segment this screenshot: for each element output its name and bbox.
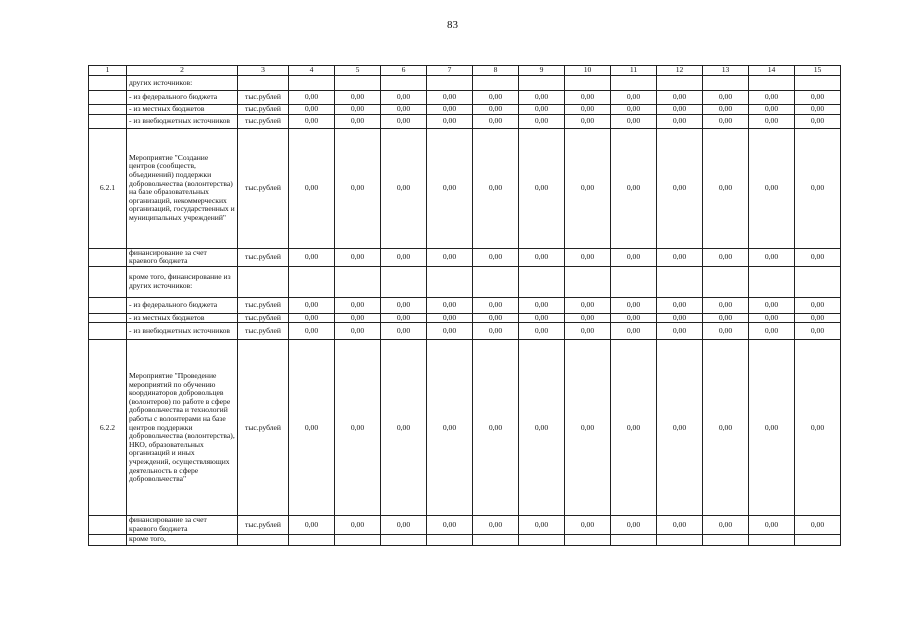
- value-cell: 0,00: [611, 323, 657, 340]
- value-cell: [749, 266, 795, 297]
- value-cell: 0,00: [473, 105, 519, 115]
- value-cell: 0,00: [703, 323, 749, 340]
- header-cell: 8: [473, 66, 519, 76]
- value-cell: [749, 534, 795, 545]
- value-cell: 0,00: [519, 516, 565, 534]
- value-cell: 0,00: [611, 313, 657, 323]
- value-cell: 0,00: [749, 313, 795, 323]
- value-cell: [795, 534, 841, 545]
- value-cell: 0,00: [611, 91, 657, 105]
- header-cell: 15: [795, 66, 841, 76]
- value-cell: 0,00: [289, 323, 335, 340]
- header-cell: 2: [127, 66, 238, 76]
- table-row: [89, 114, 841, 128]
- value-cell: [427, 266, 473, 297]
- row-number: [89, 323, 127, 340]
- value-cell: 0,00: [427, 340, 473, 516]
- table-row: [89, 297, 841, 313]
- row-description: - из федерального бюджета: [127, 91, 238, 105]
- table-row: [89, 313, 841, 323]
- value-cell: [519, 76, 565, 91]
- value-cell: 0,00: [381, 297, 427, 313]
- row-description: - из местных бюджетов: [127, 105, 238, 115]
- row-description: Мероприятие "Создание центров (сообществ, объединений) поддержки добровольчества (волонтерства) на базе образовательных организаций, некоммерческих организаций, государственных и муниципальных учреждений": [127, 128, 238, 248]
- value-cell: [565, 266, 611, 297]
- value-cell: 0,00: [703, 248, 749, 266]
- row-description: - из федерального бюджета: [127, 297, 238, 313]
- row-unit: тыс.рублей: [238, 516, 289, 534]
- value-cell: [289, 534, 335, 545]
- value-cell: [657, 76, 703, 91]
- value-cell: [795, 76, 841, 91]
- header-cell: 6: [381, 66, 427, 76]
- value-cell: [289, 266, 335, 297]
- value-cell: 0,00: [795, 516, 841, 534]
- value-cell: 0,00: [289, 340, 335, 516]
- value-cell: 0,00: [473, 516, 519, 534]
- value-cell: 0,00: [657, 114, 703, 128]
- value-cell: 0,00: [381, 105, 427, 115]
- value-cell: [795, 266, 841, 297]
- value-cell: 0,00: [427, 105, 473, 115]
- row-unit: [238, 76, 289, 91]
- row-unit: тыс.рублей: [238, 114, 289, 128]
- value-cell: [381, 76, 427, 91]
- value-cell: [657, 534, 703, 545]
- value-cell: 0,00: [381, 91, 427, 105]
- row-description: Мероприятие "Проведение мероприятий по обучению координаторов добровольцев (волонтеров) по работе в сфере добровольчества и технологий работы с волонтерами на базе центров поддержки добровольчества (волонтерства), НКО, образовательных организаций и иных учреждений, осуществляющих деятельность в сфере добровольчества": [127, 340, 238, 516]
- value-cell: 0,00: [657, 313, 703, 323]
- row-description: финансирование за счет краевого бюджета: [127, 248, 238, 266]
- value-cell: [427, 534, 473, 545]
- value-cell: 0,00: [795, 91, 841, 105]
- value-cell: 0,00: [473, 128, 519, 248]
- value-cell: 0,00: [657, 323, 703, 340]
- value-cell: [473, 266, 519, 297]
- value-cell: 0,00: [427, 248, 473, 266]
- value-cell: 0,00: [565, 297, 611, 313]
- value-cell: 0,00: [519, 313, 565, 323]
- row-unit: тыс.рублей: [238, 91, 289, 105]
- row-unit: тыс.рублей: [238, 248, 289, 266]
- value-cell: 0,00: [795, 323, 841, 340]
- row-number: [89, 76, 127, 91]
- header-cell: 3: [238, 66, 289, 76]
- value-cell: 0,00: [795, 248, 841, 266]
- value-cell: 0,00: [427, 516, 473, 534]
- row-unit: тыс.рублей: [238, 340, 289, 516]
- header-cell: 10: [565, 66, 611, 76]
- value-cell: 0,00: [519, 105, 565, 115]
- value-cell: 0,00: [611, 516, 657, 534]
- row-description: финансирование за счет краевого бюджета: [127, 516, 238, 534]
- row-number: [89, 105, 127, 115]
- value-cell: 0,00: [335, 297, 381, 313]
- value-cell: 0,00: [565, 91, 611, 105]
- table-row: [89, 266, 841, 297]
- value-cell: 0,00: [611, 128, 657, 248]
- page-number: 83: [447, 19, 458, 31]
- table-row: [89, 76, 841, 91]
- value-cell: 0,00: [657, 340, 703, 516]
- value-cell: 0,00: [289, 248, 335, 266]
- value-cell: 0,00: [381, 248, 427, 266]
- header-cell: 9: [519, 66, 565, 76]
- value-cell: 0,00: [427, 128, 473, 248]
- value-cell: 0,00: [795, 128, 841, 248]
- value-cell: [703, 76, 749, 91]
- value-cell: 0,00: [703, 516, 749, 534]
- value-cell: 0,00: [703, 114, 749, 128]
- value-cell: 0,00: [703, 105, 749, 115]
- value-cell: 0,00: [381, 114, 427, 128]
- value-cell: [749, 76, 795, 91]
- value-cell: 0,00: [657, 516, 703, 534]
- row-number: [89, 516, 127, 534]
- value-cell: [473, 76, 519, 91]
- value-cell: [703, 266, 749, 297]
- row-unit: тыс.рублей: [238, 105, 289, 115]
- value-cell: 0,00: [749, 516, 795, 534]
- value-cell: [473, 534, 519, 545]
- value-cell: 0,00: [703, 128, 749, 248]
- value-cell: 0,00: [289, 297, 335, 313]
- value-cell: 0,00: [289, 128, 335, 248]
- value-cell: [335, 266, 381, 297]
- value-cell: 0,00: [657, 105, 703, 115]
- header-cell: 11: [611, 66, 657, 76]
- row-number: 6.2.2: [89, 340, 127, 516]
- header-row: [89, 66, 841, 76]
- value-cell: 0,00: [519, 128, 565, 248]
- value-cell: [381, 266, 427, 297]
- value-cell: 0,00: [657, 128, 703, 248]
- row-number: [89, 313, 127, 323]
- value-cell: 0,00: [795, 340, 841, 516]
- header-cell: 4: [289, 66, 335, 76]
- value-cell: 0,00: [335, 114, 381, 128]
- value-cell: 0,00: [335, 516, 381, 534]
- value-cell: 0,00: [519, 323, 565, 340]
- value-cell: [427, 76, 473, 91]
- table-row: [89, 128, 841, 248]
- table-row: [89, 340, 841, 516]
- value-cell: 0,00: [519, 297, 565, 313]
- value-cell: 0,00: [611, 105, 657, 115]
- row-number: [89, 248, 127, 266]
- value-cell: 0,00: [749, 128, 795, 248]
- value-cell: 0,00: [749, 105, 795, 115]
- value-cell: 0,00: [335, 340, 381, 516]
- header-cell: 7: [427, 66, 473, 76]
- value-cell: 0,00: [473, 313, 519, 323]
- value-cell: [289, 76, 335, 91]
- value-cell: 0,00: [427, 323, 473, 340]
- row-description: - из внебюджетных источников: [127, 323, 238, 340]
- value-cell: 0,00: [335, 105, 381, 115]
- row-unit: тыс.рублей: [238, 313, 289, 323]
- value-cell: [381, 534, 427, 545]
- value-cell: 0,00: [473, 323, 519, 340]
- value-cell: 0,00: [565, 340, 611, 516]
- header-cell: 12: [657, 66, 703, 76]
- value-cell: [611, 266, 657, 297]
- value-cell: 0,00: [749, 323, 795, 340]
- value-cell: 0,00: [519, 340, 565, 516]
- value-cell: [335, 76, 381, 91]
- row-description: - из местных бюджетов: [127, 313, 238, 323]
- row-number: [89, 534, 127, 545]
- value-cell: 0,00: [611, 248, 657, 266]
- value-cell: 0,00: [657, 91, 703, 105]
- value-cell: 0,00: [427, 313, 473, 323]
- value-cell: 0,00: [381, 313, 427, 323]
- value-cell: 0,00: [703, 91, 749, 105]
- value-cell: 0,00: [565, 323, 611, 340]
- value-cell: 0,00: [519, 114, 565, 128]
- value-cell: [611, 534, 657, 545]
- value-cell: 0,00: [289, 105, 335, 115]
- value-cell: 0,00: [611, 340, 657, 516]
- value-cell: 0,00: [703, 297, 749, 313]
- value-cell: 0,00: [749, 248, 795, 266]
- value-cell: [611, 76, 657, 91]
- value-cell: 0,00: [749, 340, 795, 516]
- value-cell: 0,00: [381, 128, 427, 248]
- table-row: [89, 248, 841, 266]
- value-cell: 0,00: [611, 114, 657, 128]
- row-description: кроме того, финансирование из других источников:: [127, 266, 238, 297]
- value-cell: 0,00: [289, 91, 335, 105]
- row-description: кроме того,: [127, 534, 238, 545]
- value-cell: 0,00: [703, 313, 749, 323]
- row-unit: [238, 266, 289, 297]
- value-cell: 0,00: [473, 340, 519, 516]
- row-number: [89, 266, 127, 297]
- value-cell: 0,00: [473, 297, 519, 313]
- value-cell: 0,00: [749, 297, 795, 313]
- value-cell: 0,00: [519, 248, 565, 266]
- value-cell: 0,00: [611, 297, 657, 313]
- value-cell: 0,00: [473, 91, 519, 105]
- value-cell: 0,00: [289, 313, 335, 323]
- table-row: [89, 534, 841, 545]
- value-cell: [335, 534, 381, 545]
- value-cell: 0,00: [749, 114, 795, 128]
- value-cell: 0,00: [473, 114, 519, 128]
- value-cell: 0,00: [519, 91, 565, 105]
- value-cell: 0,00: [473, 248, 519, 266]
- value-cell: 0,00: [381, 340, 427, 516]
- row-number: 6.2.1: [89, 128, 127, 248]
- row-description: других источников:: [127, 76, 238, 91]
- value-cell: 0,00: [289, 114, 335, 128]
- value-cell: 0,00: [289, 516, 335, 534]
- value-cell: 0,00: [565, 516, 611, 534]
- value-cell: [657, 266, 703, 297]
- header-cell: 14: [749, 66, 795, 76]
- table-row: [89, 323, 841, 340]
- value-cell: 0,00: [703, 340, 749, 516]
- row-unit: тыс.рублей: [238, 297, 289, 313]
- row-number: [89, 91, 127, 105]
- value-cell: 0,00: [795, 114, 841, 128]
- value-cell: 0,00: [795, 313, 841, 323]
- value-cell: 0,00: [335, 91, 381, 105]
- value-cell: 0,00: [565, 114, 611, 128]
- value-cell: 0,00: [335, 323, 381, 340]
- value-cell: [519, 266, 565, 297]
- value-cell: 0,00: [335, 128, 381, 248]
- value-cell: [519, 534, 565, 545]
- value-cell: 0,00: [381, 516, 427, 534]
- header-cell: 5: [335, 66, 381, 76]
- table-row: [89, 91, 841, 105]
- value-cell: 0,00: [795, 297, 841, 313]
- value-cell: 0,00: [381, 323, 427, 340]
- value-cell: 0,00: [795, 105, 841, 115]
- table-row: [89, 516, 841, 534]
- value-cell: 0,00: [657, 248, 703, 266]
- row-unit: тыс.рублей: [238, 128, 289, 248]
- value-cell: 0,00: [335, 248, 381, 266]
- value-cell: 0,00: [427, 297, 473, 313]
- value-cell: 0,00: [657, 297, 703, 313]
- row-unit: [238, 534, 289, 545]
- table-row: [89, 105, 841, 115]
- value-cell: 0,00: [335, 313, 381, 323]
- value-cell: 0,00: [565, 248, 611, 266]
- value-cell: 0,00: [565, 313, 611, 323]
- row-description: - из внебюджетных источников: [127, 114, 238, 128]
- row-unit: тыс.рублей: [238, 323, 289, 340]
- value-cell: [565, 534, 611, 545]
- value-cell: 0,00: [565, 105, 611, 115]
- row-number: [89, 297, 127, 313]
- header-cell: 1: [89, 66, 127, 76]
- value-cell: 0,00: [427, 114, 473, 128]
- value-cell: [703, 534, 749, 545]
- value-cell: 0,00: [565, 128, 611, 248]
- value-cell: 0,00: [427, 91, 473, 105]
- header-cell: 13: [703, 66, 749, 76]
- budget-table: [88, 65, 841, 546]
- row-number: [89, 114, 127, 128]
- value-cell: [565, 76, 611, 91]
- value-cell: 0,00: [749, 91, 795, 105]
